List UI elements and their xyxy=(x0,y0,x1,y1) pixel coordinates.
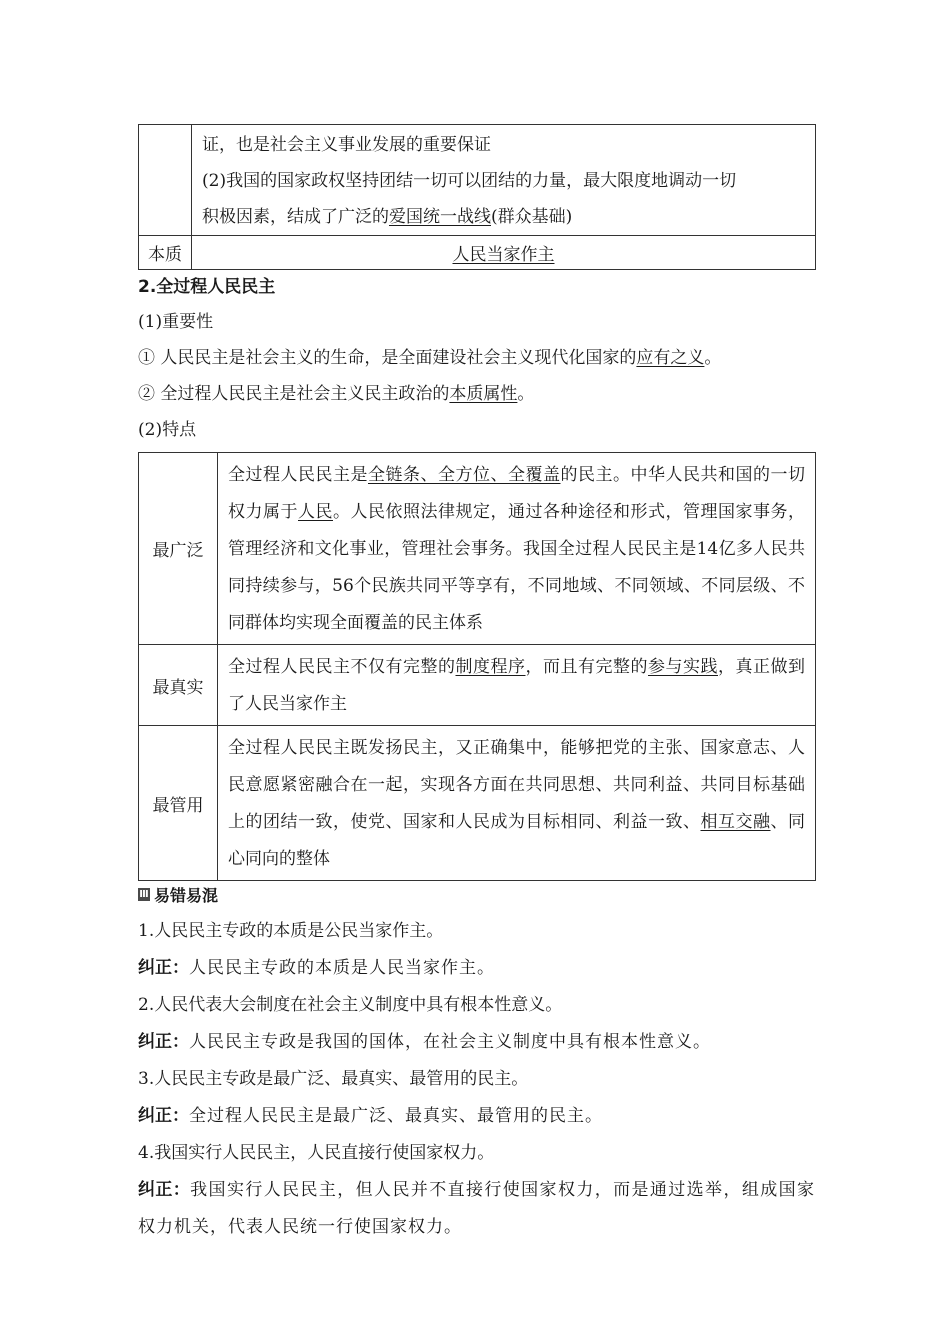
section-badge-icon: Ⅲ xyxy=(139,888,149,900)
table1-row-foundation xyxy=(139,125,816,236)
keyword-underlined: 相互交融 xyxy=(700,812,771,832)
organs-table xyxy=(138,124,816,270)
features-content: 全过程人民民主既发扬民主，又正确集中，能够把党的主张、国家意志、人民意愿紧密融合在一起，实现各方面在共同思想、共同利益、共同目标基础上的团结一致，使党、国家和人民成为目标相同、利益一致、相互交融、同心同向的整体 xyxy=(218,726,816,881)
importance-item-1: ① 人民民主是社会主义的生命，是全面建设社会主义现代化国家的应有之义。 xyxy=(138,348,722,368)
features-content: 全过程人民民主不仅有完整的制度程序，而且有完整的参与实践，真正做到了人民当家作主 xyxy=(218,645,816,726)
mistake-statement: 1.人民民主专政的本质是公民当家作主。 xyxy=(138,921,444,941)
keyword-underlined: 爱国统一战线 xyxy=(389,207,491,227)
table1-line: 证，也是社会主义事业发展的重要保证 xyxy=(202,135,491,155)
features-row-broadest xyxy=(139,453,816,645)
mistakes-section-header xyxy=(138,881,815,907)
mistake-statement: 3.人民民主专政是最广泛、最真实、最管用的民主。 xyxy=(138,1069,529,1089)
features-label: 最真实 xyxy=(139,645,218,726)
mistakes-list xyxy=(138,913,815,1246)
document-page xyxy=(138,124,815,1246)
sub-heading-features: (2)特点 xyxy=(138,420,197,440)
mistakes-section-title: 易错易混 xyxy=(154,885,219,905)
features-table xyxy=(138,452,816,881)
sub-heading-importance: (1)重要性 xyxy=(138,312,214,332)
mistake-statement: 4.我国实行人民民主，人民直接行使国家权力。 xyxy=(138,1143,495,1163)
table1-essence-value-cell xyxy=(192,236,816,270)
keyword-underlined: 本质属性 xyxy=(449,384,518,404)
mistake-statement: 2.人民代表大会制度在社会主义制度中具有根本性意义。 xyxy=(138,995,563,1015)
table1-label-essence: 本质 xyxy=(139,236,192,270)
section-heading: 2.全过程人民民主 xyxy=(138,277,276,297)
keyword-underlined: 参与实践 xyxy=(648,657,718,677)
keyword-underlined: 应有之义 xyxy=(636,348,705,368)
mistake-correction: 纠正：全过程人民民主是最广泛、最真实、最管用的民主。 xyxy=(138,1106,603,1126)
features-label: 最广泛 xyxy=(139,453,218,645)
keyword-underlined: 全链条、全方位、全覆盖 xyxy=(368,465,561,485)
mistake-correction: 纠正：人民民主专政的本质是人民当家作主。 xyxy=(138,958,495,978)
table1-line: 积极因素，结成了广泛的爱国统一战线(群众基础) xyxy=(202,207,573,227)
keyword-underlined: 人民当家作主 xyxy=(452,245,555,265)
features-content: 全过程人民民主是全链条、全方位、全覆盖的民主。中华人民共和国的一切权力属于人民。人民依照法律规定，通过各种途径和形式，管理国家事务，管理经济和文化事业，管理社会事务。我国全过程人民民主是14亿多人民共同持续参与，56个民族共同平等享有，不同地域、不同领域、不同层级、不同群体均实现全面覆盖的民主体系 xyxy=(218,453,816,645)
table1-row-essence xyxy=(139,236,816,270)
mistake-correction: 纠正：我国实行人民民主，但人民并不直接行使国家权力，而是通过选举，组成国家权力机关，代表人民统一行使国家权力。 xyxy=(138,1180,816,1237)
mistake-correction: 纠正：人民民主专政是我国的国体，在社会主义制度中具有根本性意义。 xyxy=(138,1032,711,1052)
importance-item-2: ② 全过程人民民主是社会主义民主政治的本质属性。 xyxy=(138,384,535,404)
keyword-underlined: 人民 xyxy=(298,502,333,522)
table1-label-empty xyxy=(139,125,192,236)
features-row-most-effective xyxy=(139,726,816,881)
keyword-underlined: 制度程序 xyxy=(455,657,526,677)
features-label: 最管用 xyxy=(139,726,218,881)
table1-line: (2)我国的国家政权坚持团结一切可以团结的力量，最大限度地调动一切 xyxy=(202,171,737,191)
table1-content xyxy=(192,125,816,236)
features-row-most-genuine xyxy=(139,645,816,726)
